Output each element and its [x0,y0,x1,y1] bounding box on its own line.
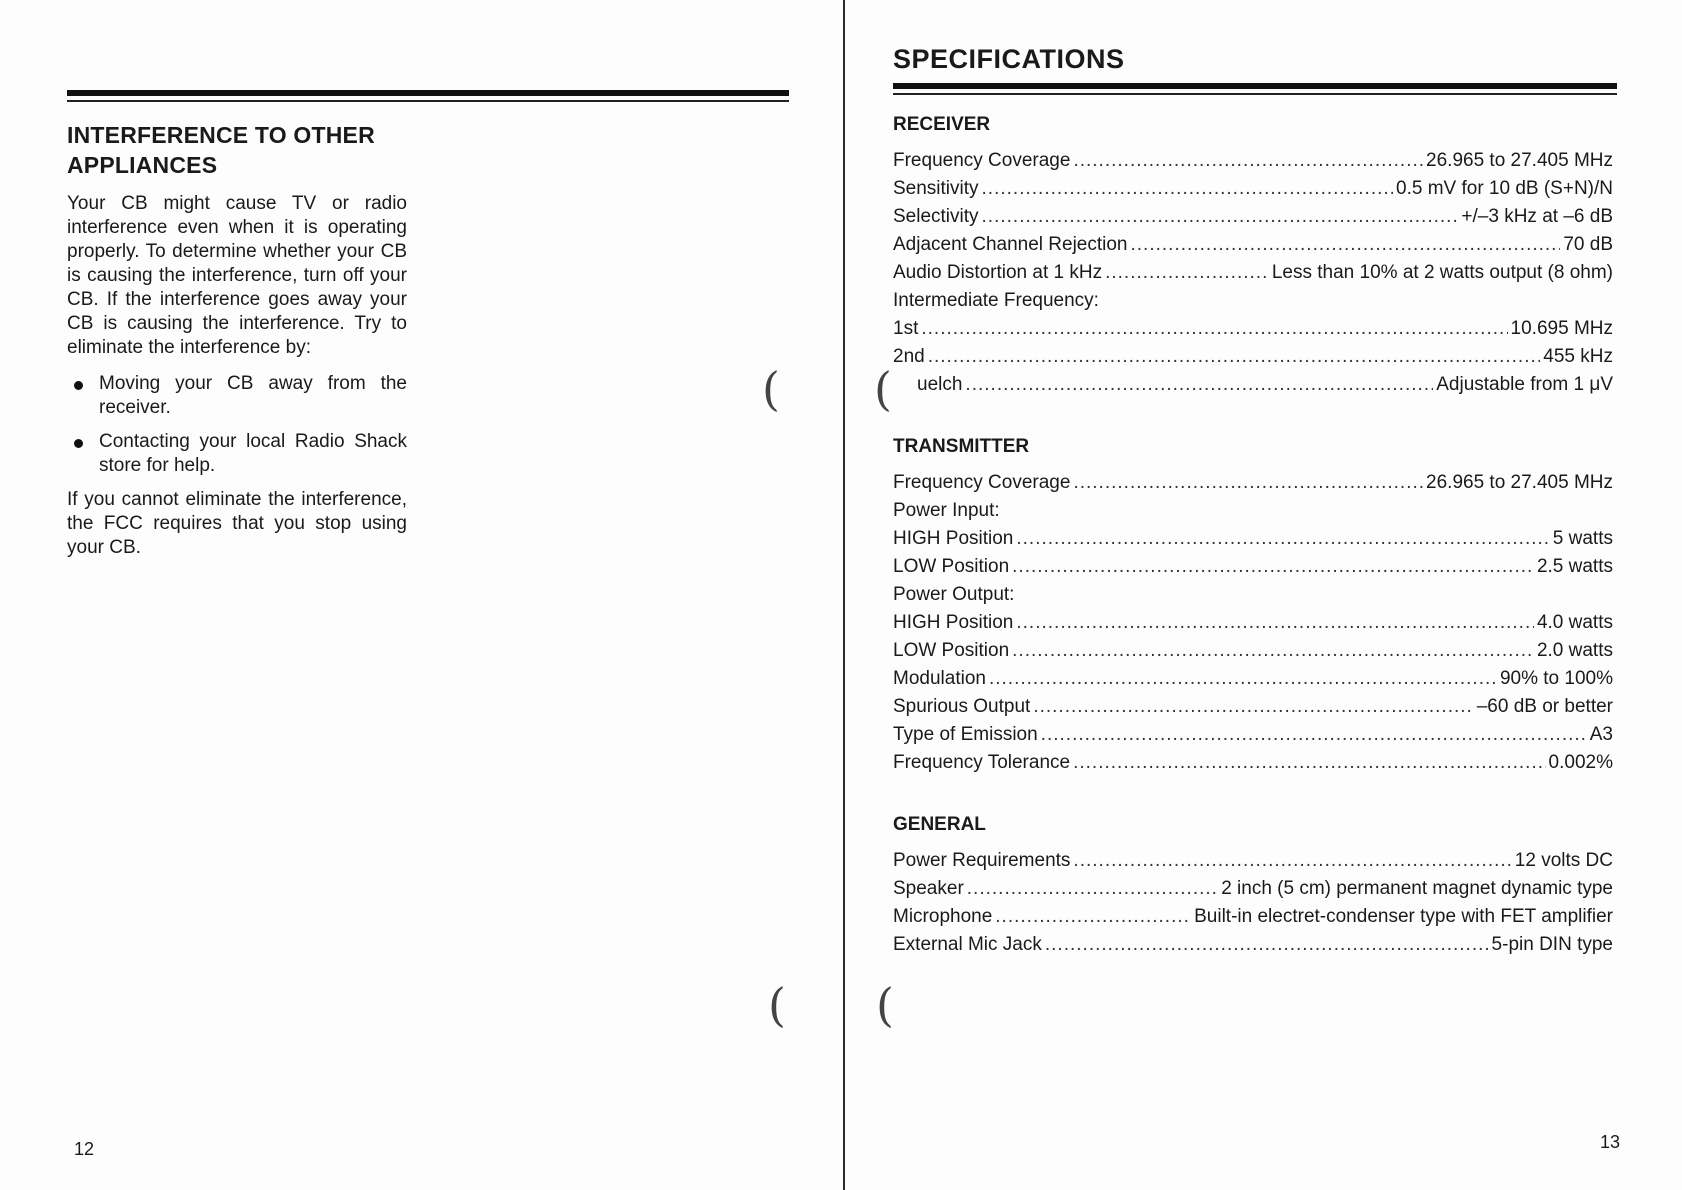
spec-row: Frequency Coverage ..... 26.965 to 27.405 MHz [893,147,1613,175]
spec-row: Sensitivity ..... 0.5 mV for 10 dB (S+N)/N [893,175,1613,203]
header-rule-thick [67,90,789,96]
spec-row: Adjacent Channel Rejection ..... 70 dB [893,231,1613,259]
spec-row: Selectivity ..... +/–3 kHz at –6 dB [893,203,1613,231]
bullet-icon [74,381,83,390]
receiver-heading: RECEIVER [893,114,991,135]
spec-row: Power Requirements ..... 12 volts DC [893,847,1613,875]
header-rule-thin [67,100,789,102]
spec-row: Spurious Output ..... –60 dB or better [893,693,1613,721]
binding-mark-icon: ( [876,978,894,1032]
spec-row: HIGH Position ..... 4.0 watts [893,609,1613,637]
page-number-left: 12 [74,1139,95,1159]
spec-row: 1st ..... 10.695 MHz [893,315,1613,343]
list-item: Moving your CB away from the receiver. [67,372,407,420]
spec-subheading: Intermediate Frequency: [893,290,1099,311]
right-page [848,0,1682,1190]
section-title: INTERFERENCE TO OTHER APPLIANCES [67,122,375,178]
spec-row: Speaker ..... 2 inch (5 cm) permanent magnet dynamic type [893,875,1613,903]
spec-subheading: Power Input: [893,500,1000,521]
left-page [0,0,840,1190]
spec-row: HIGH Position ..... 5 watts [893,525,1613,553]
spec-row: 2nd ..... 455 kHz [893,343,1613,371]
spec-row: Modulation ..... 90% to 100% [893,665,1613,693]
spec-row: Audio Distortion at 1 kHz ..... Less than 10% at 2 watts output (8 ohm) [893,259,1613,287]
interference-section [67,120,407,560]
spec-list [893,113,1613,959]
spec-row: Frequency Coverage ..... 26.965 to 27.405 MHz [893,469,1613,497]
spec-row: uelch ..... Adjustable from 1 μV [893,371,1613,399]
remedy-list [67,372,407,478]
spec-row: Frequency Tolerance ..... 0.002% [893,749,1613,777]
spec-subheading: Power Output: [893,584,1015,605]
spec-row: LOW Position ..... 2.0 watts [893,637,1613,665]
binding-mark-icon: ( [874,362,892,416]
list-item: Contacting your local Radio Shack store for help. [67,430,407,478]
general-heading: GENERAL [893,814,986,835]
fcc-paragraph: If you cannot eliminate the interference, the FCC requires that you stop using your CB. [67,489,407,558]
transmitter-heading: TRANSMITTER [893,436,1030,457]
page-title: SPECIFICATIONS [893,44,1125,74]
spec-row: Microphone ..... Built-in electret-condenser type with FET amplifier [893,903,1613,931]
spec-row: External Mic Jack ..... 5-pin DIN type [893,931,1613,959]
binding-mark-icon: ( [762,362,780,416]
book-spine [843,0,845,1190]
bullet-icon [74,439,83,448]
header-rule-thin [893,93,1617,95]
intro-paragraph: Your CB might cause TV or radio interference even when it is operating properly. To determine whether your CB is causing the interference, turn off your CB. If the interference goes away your CB is causing the interference. Try to eliminate the interference by: [67,193,407,358]
spec-row: Type of Emission ..... A3 [893,721,1613,749]
page-number-right: 13 [1600,1132,1621,1152]
binding-mark-icon: ( [768,978,786,1032]
header-rule-thick [893,83,1617,89]
spec-row: LOW Position ..... 2.5 watts [893,553,1613,581]
